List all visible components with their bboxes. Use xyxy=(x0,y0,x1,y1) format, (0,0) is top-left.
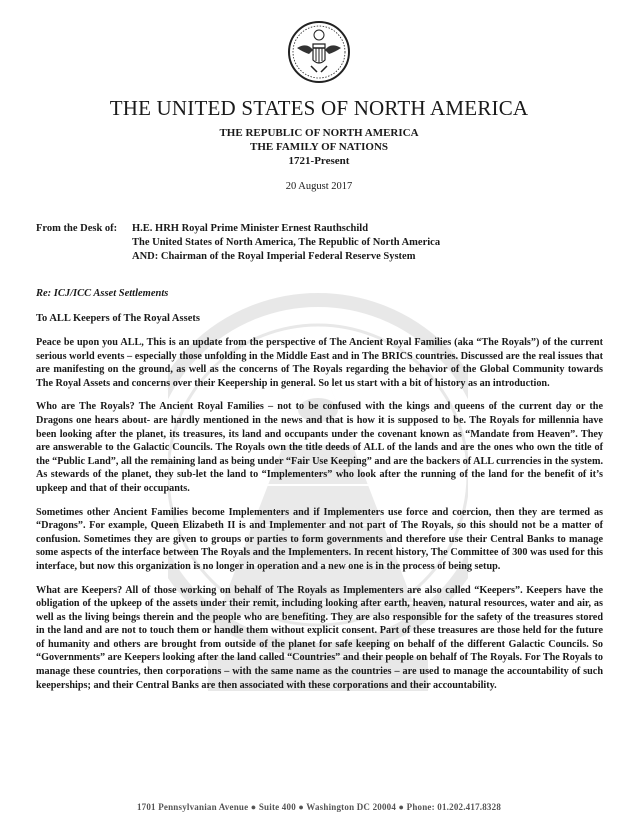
great-seal-eagle-icon xyxy=(287,20,351,84)
letter-date: 20 August 2017 xyxy=(285,181,353,192)
sender-name: H.E. HRH Royal Prime Minister Ernest Rauthschild xyxy=(132,223,369,234)
subtitle-republic: THE REPUBLIC OF NORTH AMERICA xyxy=(219,127,419,139)
body-paragraph: Peace be upon you ALL, This is an update from the perspective of The Ancient Royal Families (aka “The Royals”) of the current serious world events – especially those unfolding in the Middle East and in The BRICS countries. Discussed are the real issues that are manifesting on the ground, as well as the concerns of The Royals regarding the behavior of the Global Community towards The Royal Assets and concerns over their Keepership in general. So let us start with a bit of history as an introduction. xyxy=(36,337,603,389)
footer-address: 1701 Pennsylvanian Avenue ● Suite 400 ● Washington DC 20004 ● Phone: 01.202.417.8328 xyxy=(136,802,502,812)
subject-line: Re: ICJ/ICC Asset Settlements xyxy=(36,288,169,299)
sender-block xyxy=(36,222,440,264)
sender-chairman: AND: Chairman of the Royal Imperial Federal Reserve System xyxy=(132,251,416,262)
subtitle-years: 1721-Present xyxy=(288,155,350,167)
body-paragraph: Sometimes other Ancient Families become Implementers and if Implementers use force and coercion, then they are termed as “Dragons”. For example, Queen Elizabeth II is and Implementer and not part of The Royals, so this should not be a matter of confusion. Sometimes they are given to groups or parties to form governments and therefore use their Central Banks to manage some aspects of the interface between The Royals and the Implementers. In recent history, The Committee of 300 was used for this interface, but now this organization is no longer in operation and a new one is in the process of being setup. xyxy=(36,506,603,572)
body-paragraph: Who are The Royals? The Ancient Royal Families – not to be confused with the kings and queens of the current day or the Dragons one hears about- are hardly mentioned in the news and that is how it is supposed to be. The Royals for millennia have been looking after the planet, its treasures, its land and occupants under the covenant known as “Mandate from Heaven”. They are answerable to the Galactic Councils. The Royals own the title deeds of ALL of the lands and are the ones who own the title of the “Public Land”, all the remaining land as being under “Fair Use Keeping” and are the backers of ALL currencies in the system. As stewards of the planet, they sub-let the land to “Implementers” who look after the running of the land for the benefit of it’s upkeep and that of their occupants. xyxy=(36,401,603,494)
page-title: THE UNITED STATES OF NORTH AMERICA xyxy=(109,96,529,120)
body-paragraph: What are Keepers? All of those working on behalf of The Royals as Implementers are also called “Keepers”. Keepers have the obligation of the upkeep of the assets under their remit, including looking after earth, heaven, natural resources, water and air, as well as the living beings therein and the people who are benefiting. They are also responsible for the safety of the treasures stored in the land and are not to touch them or handle them without explicit consent. Part of these treasures are those held for the future of humanity and others are brought from outside of the planet for safe keeping on behalf of the different Galactic Councils. So “Governments” are Keepers looking after the land called “Countries” and their people on behalf of The Royals. For The Royals to manage these countries, then corporations – with the same name as the countries – are used to manage the accountability of such keeperships; and their Central Banks are then associated with these corporations and their accountability. xyxy=(36,584,603,691)
subtitle-family: THE FAMILY OF NATIONS xyxy=(249,141,389,153)
salutation: To ALL Keepers of The Royal Assets xyxy=(36,313,200,324)
letter-body xyxy=(36,336,603,702)
sender-label: From the Desk of: xyxy=(36,223,118,234)
sender-title: The United States of North America, The Republic of North America xyxy=(132,237,441,248)
